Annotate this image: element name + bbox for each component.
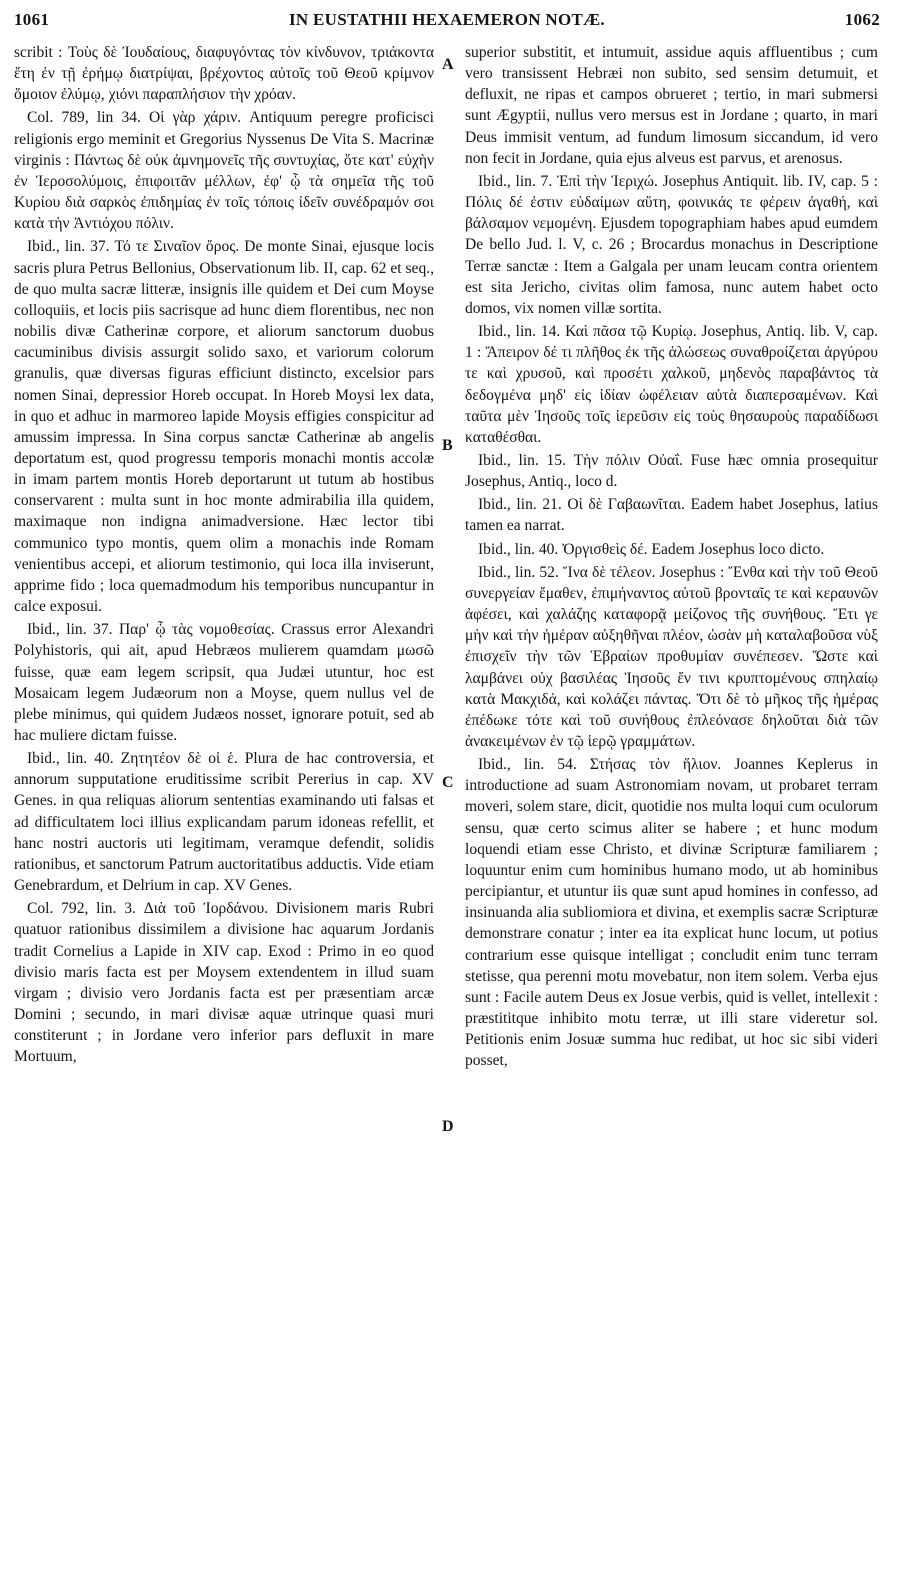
left-paragraph-5: Ibid., lin. 40. Ζητητέον δὲ οἱ ἑ. Plura de hac controversia, et annorum supputatione eruditissime scribit Pererius in cap. XV Genes. in qua reliquas aliorum sententias examinando uti falsas et ad difficultatem loci illius explicandam parum idoneas refellit, et hanc nostri auctoris uti legitimam, veramque defendit, solidis rationibus, et sanctorum Patrum auctoritatibus adductis. Vide etiam Genebrardum, et Delrium in cap. XV Genes. [14,750,434,895]
left-column [14,42,434,1068]
right-paragraph-7: Ibid., lin. 52. Ἵνα δὲ τέλεον. Josephus : Ἔνθα καὶ τὴν τοῦ Θεοῦ συνεργείαν ἔμαθεν, ἐπιμήναντος αὐτοῦ βρονταῖς τε καὶ κεραυνῶν ἀφέσει, καὶ χαλάζης καταφορᾷ μείζονος τῆς συνήθους. Ἔτι γε μὴν καὶ τὴν ἡμέραν αὐξηθῆναι πλέον, ὡσὰν μὴ καταλαβοῦσα νὺξ ἐπισχεῖν τὴν τῶν Ἑβραίων προθυμίαν συνέπεσεν. Ὥστε καὶ λαμβάνει οὐχ βασιλέας Ἰησοῦς ἔν τινι κρυπτομένους σπηλαίῳ κατὰ Μακχιδά, καὶ κολάζει πάντας. Ὅτι δὲ τὸ μῆκος τῆς ἡμέρας ἐπέδωκε τότε καὶ τοῦ συνήθους ἐπλεόνασε δηλοῦται διὰ τῶν ἀνακειμένων ἐν τῷ ἱερῷ γραμμάτων. [465,563,878,750]
right-paragraph-3: Ibid., lin. 14. Καὶ πᾶσα τῷ Κυρίῳ. Josephus, Antiq. lib. V, cap. 1 : Ἄπειρον δέ τι πλῆθος ἐκ τῆς ἁλώσεως συναθροίζεται ἀργύρου τε καὶ χρυσοῦ, καὶ προσέτι χαλκοῦ, μηδενὸς παραβάντος τὰ δεδογμένα μηδ' εἰς ἰδίαν ὠφέλειαν αὐτὰ διαπερσαμένων. Καὶ ταῦτα μὲν Ἰησοῦς τοῖς ἱερεῦσιν εἰς τοὺς θησαυροὺς παραδίδωσι καταθέσθαι. [465,323,878,446]
page-number-left: 1061 [14,10,50,29]
left-paragraph-1: scribit : Τοὺς δὲ Ἰουδαίους, διαφυγόντας τὸν κίνδυνον, τριάκοντα ἔτη ἐν τῇ ἐρήμῳ διατρίψαι, βρέχοντος αὐτοῖς τοῦ Θεοῦ κρίμνον ὅμοιον ἐλύμῳ, χιόνι παραπλήσιον τὴν χρόαν. [14,44,434,104]
margin-marker-d: D [442,1118,454,1135]
right-paragraph-1: superior substitit, et intumuit, assidue aquis affluentibus ; cum vero transissent Hebræi non subito, sed sensim detumuit, et defluxit, ne ripas et campos obrueret ; tertio, in mari submersi sunt Ægyptii, nullus vero mersus est in Jordane ; quarto, in mari Deus immisit ventum, ad fundum limosum siccandum, id vero non fecit in Jordane, quia ejus alveus est parvus, et arenosus. [465,44,878,167]
margin-marker-a: A [442,56,454,73]
right-column [465,42,878,1072]
right-paragraph-6: Ibid., lin. 40. Ὀργισθεὶς δέ. Eadem Josephus loco dicto. [478,540,825,558]
right-paragraph-4: Ibid., lin. 15. Τὴν πόλιν Οὐαΐ. Fuse hæc omnia prosequitur Josephus, Antiq., loco d. [465,451,878,491]
left-paragraph-2: Col. 789, lin 34. Οἱ γὰρ χάριν. Antiquum peregre proficisci religionis ergo meminit et Gregorius Nyssenus De Vita S. Macrinæ virginis : Πάντως δὲ οὐκ ἀμνημονεῖς τῆς συντυχίας, ὅτε κατ' εὐχὴν ἐν Ἱεροσολύμοις, ἐπιφοιτᾶν μέλλων, ἐφ' ᾧ τὰ σημεῖα τῆς τοῦ Κυρίου διὰ σαρκὸς ἐπιδημίας ἐν τοῖς τόποις ἰδεῖν συνέδραμόν σοι κατὰ τὴν Ἀντιόχου πόλιν. [14,109,434,233]
right-paragraph-5: Ibid., lin. 21. Οἱ δὲ Γαβαωνῖται. Eadem habet Josephus, latius tamen ea narrat. [465,496,878,535]
left-paragraph-6: Col. 792, lin. 3. Διὰ τοῦ Ἰορδάνου. Divisionem maris Rubri quatuor rationibus dissimilem a divisione hac aquarum Jordanis tradit Cornelius a Lapide in XIV cap. Exod : Primo in eo quod divisio maris facta est per Moysem extendentem in illud suam virgam ; divisio vero Jordanis facta est per præsentiam arcæ Domini ; secundo, in mari divisæ aquæ utrinque quasi muri constiterunt ; in Jordane vero inferior pars defluxit in mare Mortuum, [14,900,434,1066]
running-header [14,10,880,36]
left-paragraph-3: Ibid., lin. 37. Τό τε Σιναῖον ὄρος. De monte Sinai, ejusque locis sacris plura Petrus Bellonius, Observationum lib. II, cap. 62 et seq., de quo multa sacræ litteræ, insignis ille quidem et Dei cum Moyse colloquiis, et locis piis sacrisque ad hunc diem florentibus, nec non nobilis divæ Catherinæ corpore, et aliorum sanctorum duobus cacuminibus divisis assurgit solido saxo, et variorum colorum granulis, quæ diversas figuras efficiunt distincto, excelsior pars nomen Sinai, depressior Horeb occupat. In Horeb Moysi lex data, in quo et adhuc in marmoreo lapide Moysis effigies conspicitur ad amussim impressa. In Sina corpus sanctæ Catherinæ ab angelis deportatum est, quod progressu temporis monachi montis accolæ in imam partem montis Horeb deportarunt ut tutum ab hostibus conservarent : multa sunt in hoc monte admirabilia illa quidem, maximaque non indigna animadversione. Hæc lector tibi communico typo montis, quem olim a monachis inde Romam venientibus accepi, et aliorum testimonio, qui loca illa inviserunt, apprime fido ; loca quemadmodum his temporibus nuncupantur in calce exposui. [14,238,434,616]
margin-marker-b: B [442,437,453,454]
right-paragraph-8: Ibid., lin. 54. Στήσας τὸν ἥλιον. Joannes Keplerus in introductione ad suam Astronomiam novam, ut probaret terram moveri, solem stare, dicit, quotidie nos multa loqui cum oculorum sensu, quæ certo scimus aliter se habere ; et hunc modum loquendi etiam esse Christo, et divinæ Scripturæ familiarem ; loquuntur enim cum hominibus humano modo, ut ab hominibus percipiantur, et utuntur iis quæ sunt apud homines in confesso, ad insinuanda alia subliomiora et divina, et exemplis sacræ Scripturæ demonstrare conatur ; inter ea ita explicat hunc locum, ut potius contrarium esse quisque intelligat ; concludit enim tunc terram stetisse, qua perenni motu movebatur, non item solem. Verba ejus sunt : Facile autem Deus ex Josue verbis, quid is vellet, intellexit : præstititque inhibito motu terræ, ut illi stare videretur sol. Petitionis enim Josuæ summa huc redibat, ut hoc sic sibi videri posset, [465,756,878,1070]
left-paragraph-4: Ibid., lin. 37. Παρ' ᾧ τὰς νομοθεσίας. Crassus error Alexandri Polyhistoris, qui ait, apud Hebræos mulierem quamdam μωσῶ fuisse, quæ eam legem scripsit, qua Judæi utuntur, hoc est Mosaicam legem Judæorum non a Moyse, quem nullus vel de plebe minimus, qui quidem Judæos nosset, ignorare potuit, sed ab hac muliere dictam fuisse. [14,621,434,744]
page-number-right: 1062 [844,10,880,29]
running-title: IN EUSTATHII HEXAEMERON NOTÆ. [288,10,605,29]
margin-marker-c: C [442,774,454,791]
right-paragraph-2: Ibid., lin. 7. Ἐπὶ τὴν Ἱεριχώ. Josephus Antiquit. lib. IV, cap. 5 : Πόλις δέ ἐστιν εὐδαίμων αὕτη, φοινικάς τε φέρειν ἀγαθή, καὶ βάλσαμον νεμομένη. Ejusdem topographiam habes apud eumdem De bello Jud. l. V, c. 26 ; Brocardus monachus in Descriptione Terræ sanctæ : Item a Galgala per unam leucam contra orientem est sita Jericho, civitas olim famosa, nunc autem habet octo domos, vix nomen villæ sortita. [465,172,878,317]
